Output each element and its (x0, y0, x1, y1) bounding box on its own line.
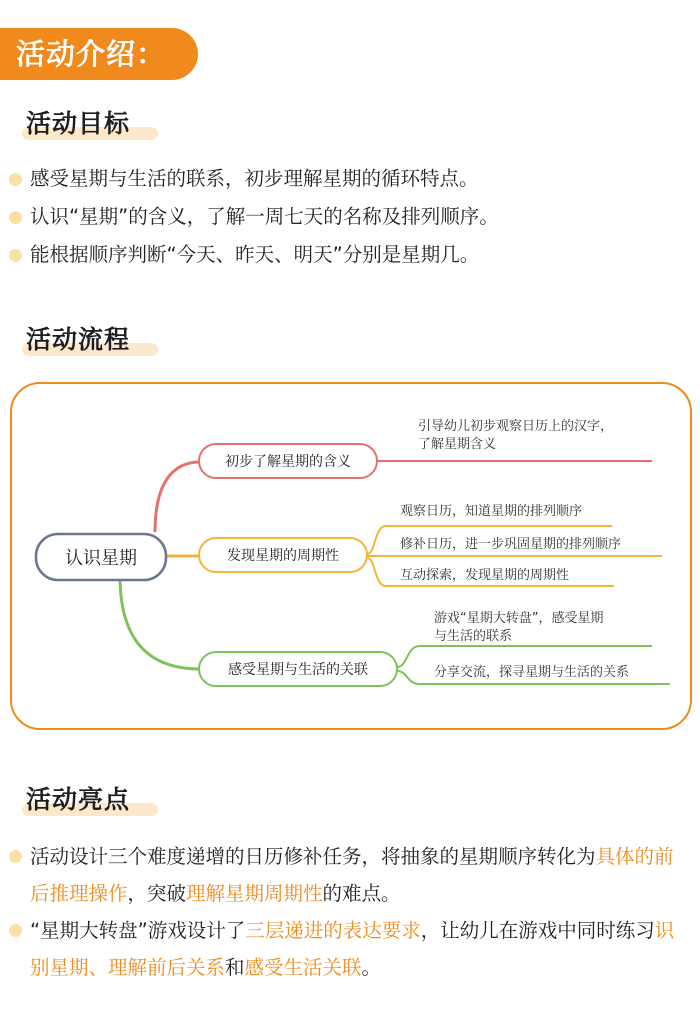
highlight-1-text-2: ，突破 (127, 882, 187, 905)
root-label: 认识星期 (65, 548, 137, 569)
mind-map-frame (10, 382, 692, 730)
highlight-2-text-3: 和 (225, 956, 245, 979)
highlight-2-emphasis-2: 识别星期、理解前后关系 (30, 919, 675, 979)
list-item (6, 198, 696, 236)
highlights-list (6, 838, 690, 986)
goals-list (6, 160, 696, 274)
highlight-1-text: 活动设计三个难度递增的日历修补任务，将抽象的星期顺序转化为 (30, 845, 596, 868)
leaf-2-1: 观察日历，知道星期的排列顺序 (400, 504, 583, 519)
branch-label-1: 初步了解星期的含义 (225, 454, 351, 470)
highlight-2-text-2: ，让幼儿在游戏中同时练习 (420, 919, 655, 942)
branch-label-2: 发现星期的周期性 (227, 548, 339, 564)
leaf-1-1-line-2: 了解星期含义 (418, 437, 497, 452)
goals-heading (22, 106, 130, 142)
highlight-1-emphasis-1: 具体的前后推理操作 (30, 845, 674, 905)
list-item (6, 838, 690, 912)
branch-label-3: 感受星期与生活的关联 (228, 662, 368, 678)
leaf-3-2: 分享交流，探寻星期与生活的关系 (434, 665, 630, 680)
connector-branch-3 (120, 576, 200, 669)
goal-text-1: 感受星期与生活的联系，初步理解星期的循环特点。 (30, 167, 479, 190)
page-title: 活动介绍： (0, 28, 198, 80)
goal-text-3: 能根据顺序判断“今天、昨天、明天”分别是星期几。 (30, 243, 480, 266)
highlight-1-emphasis-2: 理解星期周期性 (186, 882, 323, 905)
list-item (6, 912, 690, 986)
leaf-2-2: 修补日历，进一步巩固星期的排列顺序 (400, 537, 622, 552)
list-item (6, 236, 696, 274)
connector-branch-1 (155, 462, 200, 532)
flow-heading (22, 322, 130, 358)
goals-heading-text: 活动目标 (26, 109, 131, 138)
highlight-2-emphasis-3: 感受生活关联 (244, 956, 362, 979)
leaf-2-3: 互动探索，发现星期的周期性 (400, 568, 570, 583)
bullet-dot (9, 924, 22, 937)
bullet-dot (9, 211, 22, 224)
list-item (6, 160, 696, 198)
leaf-3-1-line-1: 游戏“星期大转盘”，感受星期 (434, 611, 604, 626)
highlight-2-text: “星期大转盘”游戏设计了 (30, 919, 246, 942)
highlights-heading (22, 782, 130, 818)
bullet-dot (9, 850, 22, 863)
flow-heading-text: 活动流程 (26, 325, 131, 354)
bullet-dot (9, 249, 22, 262)
bullet-dot (9, 173, 22, 186)
leaf-3-1-line-2: 与生活的联系 (434, 629, 513, 644)
highlight-2-emphasis-1: 三层递进的表达要求 (245, 919, 421, 942)
mind-map (12, 384, 694, 732)
leaf-line-3-1 (397, 646, 652, 667)
highlights-heading-text: 活动亮点 (26, 785, 131, 814)
leaf-1-1-line-1: 引导幼儿初步观察日历上的汉字， (418, 419, 614, 434)
highlight-1-text-3: 的难点。 (322, 882, 401, 905)
goal-text-2: 认识“星期”的含义，了解一周七天的名称及排列顺序。 (30, 205, 499, 228)
highlight-2-text-4: 。 (361, 956, 382, 979)
